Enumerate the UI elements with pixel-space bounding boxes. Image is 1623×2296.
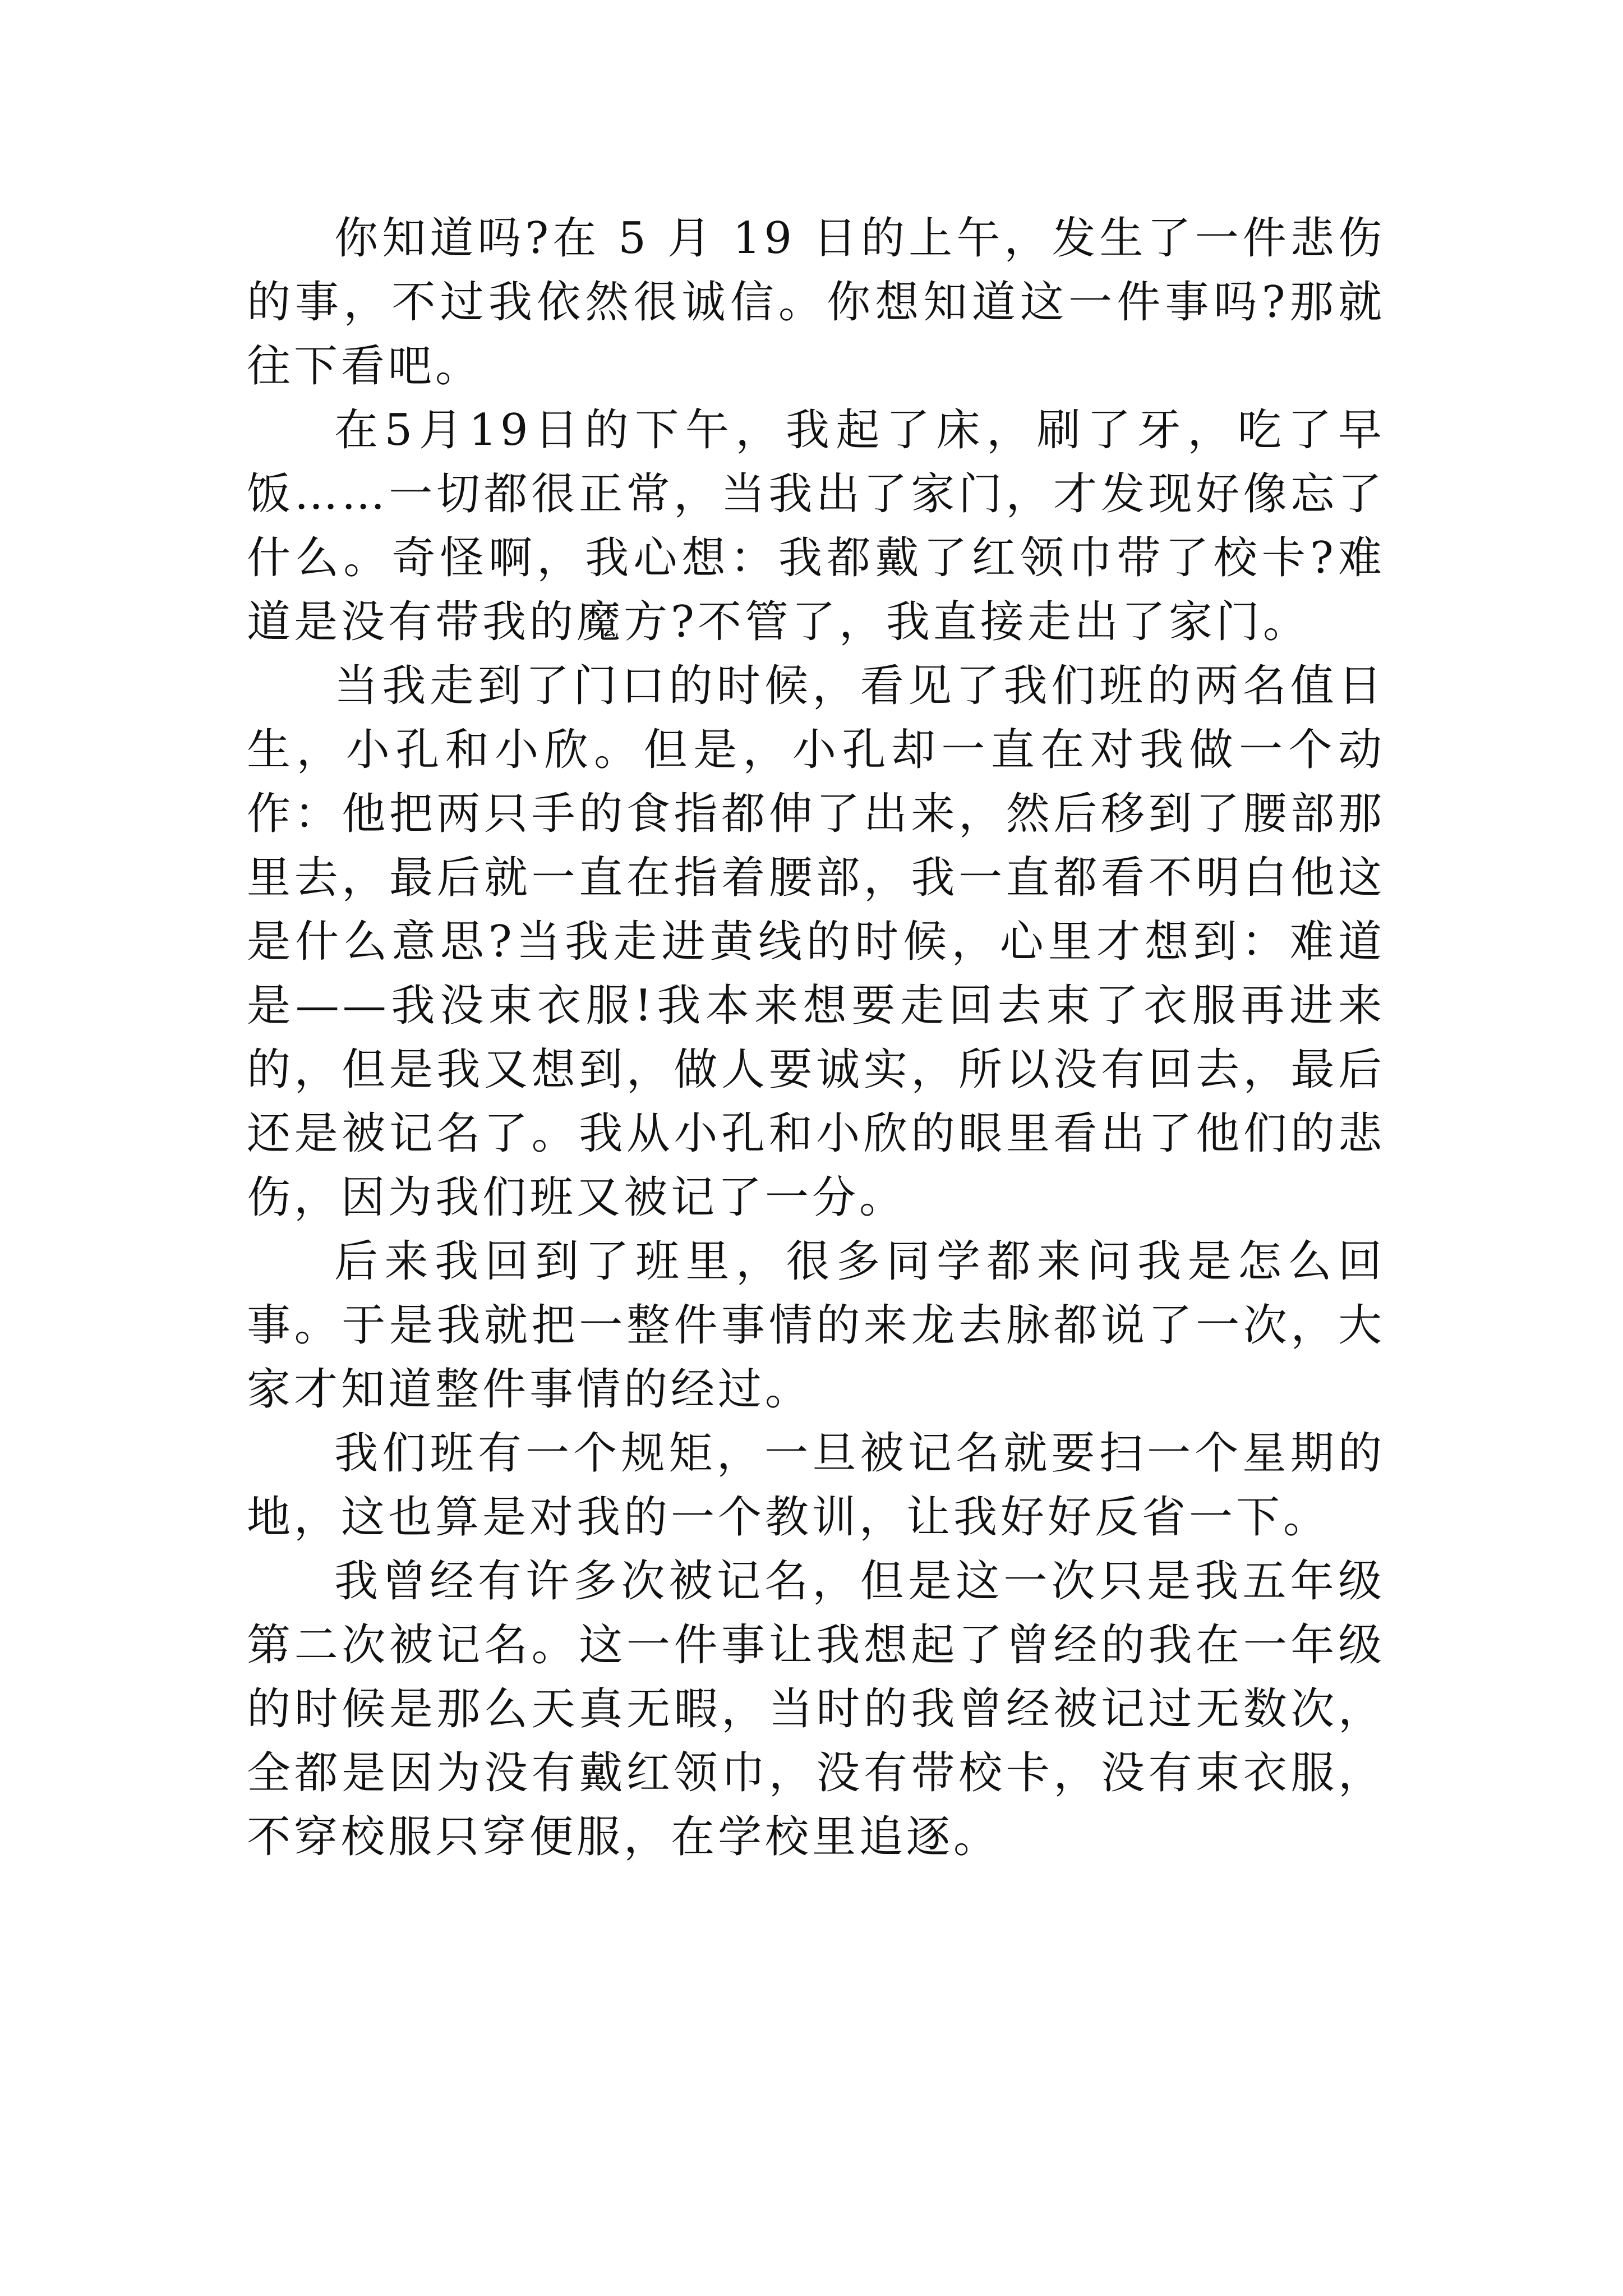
- paragraph-1: 你知道吗?在 5 月 19 日的上午，发生了一件悲伤的事，不过我依然很诚信。你想知道这一件事吗?那就往下看吧。: [247, 213, 1385, 392]
- paragraph-2: 在5月19日的下午，我起了床，刷了牙，吃了早饭……一切都很正常，当我出了家门，才发现好像忘了什么。奇怪啊，我心想：我都戴了红领巾带了校卡?难道是没有带我的魔方?不管了，我直接走出了家门。: [247, 405, 1385, 647]
- paragraph-4: 后来我回到了班里，很多同学都来问我是怎么回事。于是我就把一整件事情的来龙去脉都说了一次，大家才知道整件事情的经过。: [247, 1236, 1385, 1415]
- paragraph-6: 我曾经有许多次被记名，但是这一次只是我五年级第二次被记名。这一件事让我想起了曾经的我在一年级的时候是那么天真无暇，当时的我曾经被记过无数次，全都是因为没有戴红领巾，没有带校卡，没有束衣服，不穿校服只穿便服，在学校里追逐。: [247, 1556, 1385, 1862]
- document-body: [247, 206, 1385, 1869]
- paragraph-3: 当我走到了门口的时候，看见了我们班的两名值日生，小孔和小欣。但是，小孔却一直在对我做一个动作：他把两只手的食指都伸了出来，然后移到了腰部那里去，最后就一直在指着腰部，我一直都看不明白他这是什么意思?当我走进黄线的时候，心里才想到：难道是——我没束衣服!我本来想要走回去束了衣服再进来的，但是我又想到，做人要诚实，所以没有回去，最后还是被记名了。我从小孔和小欣的眼里看出了他们的悲伤，因为我们班又被记了一分。: [247, 661, 1385, 1223]
- paragraph-5: 我们班有一个规矩，一旦被记名就要扫一个星期的地，这也算是对我的一个教训，让我好好反省一下。: [247, 1428, 1385, 1543]
